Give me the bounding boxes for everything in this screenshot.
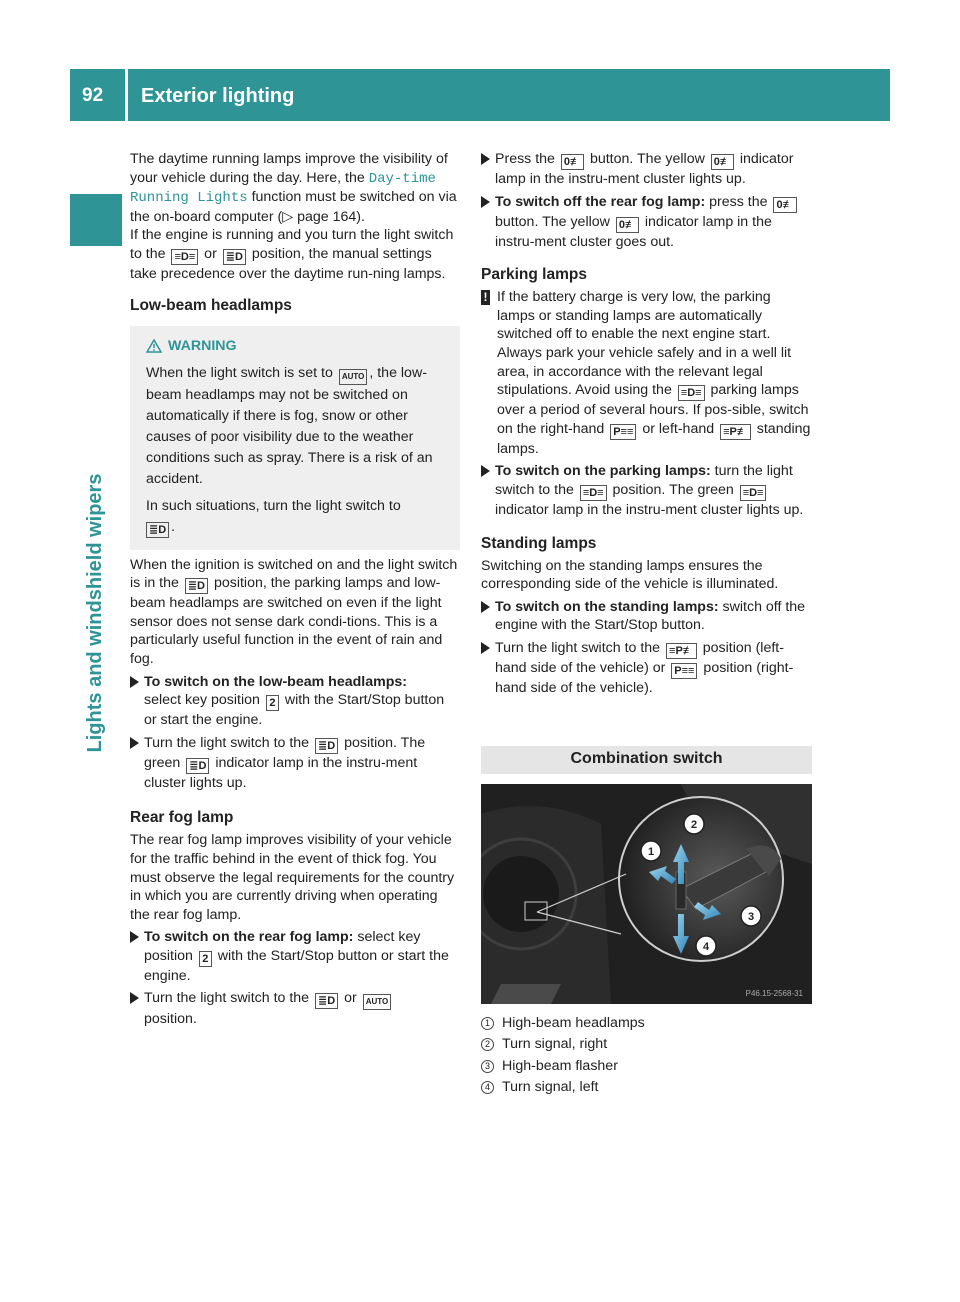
- exclamation-icon: !: [481, 290, 490, 305]
- warning-text-1: When the light switch is set to AUTO , the low-beam headlamps may not be switched on automatically if there is fog, snow or other causes of poor visibility due to the weather conditions such as spray. There is a risk of an accident.: [146, 364, 433, 487]
- rear-fog-body: The rear fog lamp improves visibility of your vehicle for the traffic behind in the event of thick fog. You must observe the legal requirements for the country in which you are currently driving when operating the rear fog lamp.: [130, 832, 455, 923]
- warning-title: WARNING: [168, 337, 237, 354]
- step-low-beam-switch: Turn the light switch to the ≣D position. The green ≣D indicator lamp in the instru-ment cluster lights up.: [130, 734, 460, 793]
- figure-code: P46.15-2568-31: [745, 988, 803, 998]
- rear-fog-heading: Rear fog lamp: [130, 809, 234, 827]
- step-arrow-icon: [481, 465, 490, 477]
- legend-number: 2: [481, 1038, 494, 1051]
- standing-right-icon: P≡≡: [671, 663, 697, 679]
- step-rear-fog-off: To switch off the rear fog lamp: press the 0≢ button. The yellow 0≢ indicator lamp in the instru-ment cluster goes out.: [481, 193, 812, 252]
- callout-1: [641, 841, 661, 861]
- step-standing-on: To switch on the standing lamps: switch off the engine with the Start/Stop button.: [481, 598, 812, 635]
- step-arrow-icon: [481, 642, 490, 654]
- rear-fog-icon: 0≢: [561, 154, 584, 170]
- step-arrow-icon: [481, 153, 490, 165]
- step-arrow-icon: [130, 992, 139, 1004]
- rear-fog-icon: 0≢: [616, 217, 639, 233]
- legend-number: 4: [481, 1081, 494, 1094]
- step-parking-on: To switch on the parking lamps: turn the light switch to the ≡D≡ position. The green ≡D≡ indicator lamp in the instru-ment cluster lights up.: [481, 462, 812, 519]
- step-press-fog-button: Press the 0≢ button. The yellow 0≢ indicator lamp in the instru-ment cluster lights up.: [481, 150, 812, 189]
- side-tab-block: [70, 194, 122, 246]
- warning-text-2: In such situations, turn the light switch to ≣D .: [146, 497, 401, 536]
- step-arrow-icon: [481, 601, 490, 613]
- standing-right-icon: P≡≡: [610, 424, 636, 440]
- legend-item: 3 High-beam flasher: [481, 1056, 812, 1078]
- low-beam-heading: Low-beam headlamps: [130, 296, 292, 314]
- auto-icon: AUTO: [363, 994, 392, 1010]
- svg-text:3: 3: [747, 910, 755, 923]
- warning-triangle-icon: [146, 339, 162, 353]
- low-beam-icon: ≣D: [315, 738, 338, 754]
- callout-4: [696, 936, 716, 956]
- standing-body: Switching on the standing lamps ensures the corresponding side of the vehicle is illuminated.: [481, 557, 779, 593]
- figure-legend: [481, 1013, 812, 1099]
- step-arrow-icon: [481, 196, 490, 208]
- combination-switch-title: Combination switch: [570, 750, 723, 768]
- legend-number: 3: [481, 1060, 494, 1073]
- step-low-beam-on: To switch on the low-beam headlamps: select key position 2 with the Start/Stop button or start the engine.: [130, 673, 460, 730]
- low-beam-icon: ≣D: [315, 993, 338, 1009]
- standing-left-icon: ≡P≢: [666, 643, 697, 659]
- standing-left-icon: ≡P≢: [720, 424, 751, 440]
- step-rear-fog-switch: Turn the light switch to the ≣D or AUTO position.: [130, 989, 460, 1029]
- warning-box: [130, 326, 460, 550]
- low-beam-icon: ≣D: [146, 522, 169, 538]
- left-column: [130, 150, 460, 1029]
- warning-header: [146, 336, 452, 357]
- svg-text:2: 2: [690, 818, 698, 831]
- key-position-icon: 2: [199, 951, 212, 967]
- step-arrow-icon: [130, 676, 139, 688]
- legend-item: 1 High-beam headlamps: [481, 1013, 812, 1035]
- rear-fog-icon: 0≢: [773, 197, 796, 213]
- right-column: [481, 150, 812, 1099]
- legend-item: 4 Turn signal, left: [481, 1077, 812, 1099]
- page-number: 92: [82, 85, 104, 106]
- parking-heading: Parking lamps: [481, 266, 587, 284]
- legend-number: 1: [481, 1017, 494, 1030]
- intro-paragraph-1: The daytime running lamps improve the visibility of your vehicle during the day. Here, the Day‐time Running Lights function must be switched on via the on-board computer (▷ page 164).: [130, 151, 457, 225]
- step-arrow-icon: [130, 931, 139, 943]
- low-beam-body: When the ignition is switched on and the light switch is in the ≣D position, the parking lamps and low-beam headlamps are switched on even if the light sensor does not sense dark condi-tions. This is a particularly useful function in the event of rain and fog.: [130, 556, 458, 667]
- parking-lamps-icon: ≡D≡: [580, 485, 607, 501]
- side-tab-label: Lights and windshield wipers: [84, 473, 106, 753]
- callout-2: [684, 814, 704, 834]
- svg-text:4: 4: [702, 940, 710, 953]
- legend-item: 2 Turn signal, right: [481, 1034, 812, 1056]
- callout-3: [741, 906, 761, 926]
- low-beam-icon: ≣D: [185, 578, 208, 594]
- parking-lamps-icon: ≡D≡: [678, 385, 705, 401]
- low-beam-icon: ≣D: [223, 249, 246, 265]
- rear-fog-icon: 0≢: [711, 154, 734, 170]
- battery-note: ! If the battery charge is very low, the parking lamps or standing lamps are automatically switched off to enable the next engine start. Always park your vehicle safely and in a well lit area, in accordance with the relevant legal stipulations. Avoid using the ≡D≡ parking lamps over a period of several hours. If pos-sible, switch on the right-hand P≡≡ or left-hand ≡P≢ standing lamps.: [481, 288, 812, 458]
- key-position-icon: 2: [266, 695, 279, 711]
- combination-switch-header: [481, 746, 812, 774]
- page-reference[interactable]: ▷ page 164: [282, 208, 357, 225]
- step-arrow-icon: [130, 737, 139, 749]
- page-title: Exterior lighting: [141, 85, 295, 107]
- standing-heading: Standing lamps: [481, 534, 597, 552]
- header-divider: [125, 69, 128, 121]
- step-rear-fog-on: To switch on the rear fog lamp: select key position 2 with the Start/Stop button or start the engine.: [130, 928, 460, 985]
- daytime-running-lights-menu: Day‐time Running Lights: [130, 170, 436, 207]
- low-beam-icon: ≣D: [186, 758, 209, 774]
- combination-switch-figure: [481, 784, 812, 1004]
- auto-icon: AUTO: [339, 369, 368, 385]
- step-standing-switch: Turn the light switch to the ≡P≢ position (left-hand side of the vehicle) or P≡≡ position (right-hand side of the vehicle).: [481, 639, 812, 698]
- combination-switch-illustration: [481, 784, 812, 1004]
- intro-paragraph-2: If the engine is running and you turn the light switch to the ≡D≡ or ≣D position, the manual settings take precedence over the daytime run-ning lamps.: [130, 227, 454, 282]
- parking-lamps-icon: ≡D≡: [740, 485, 767, 501]
- svg-text:1: 1: [647, 845, 655, 858]
- parking-lamps-icon: ≡D≡: [171, 249, 198, 265]
